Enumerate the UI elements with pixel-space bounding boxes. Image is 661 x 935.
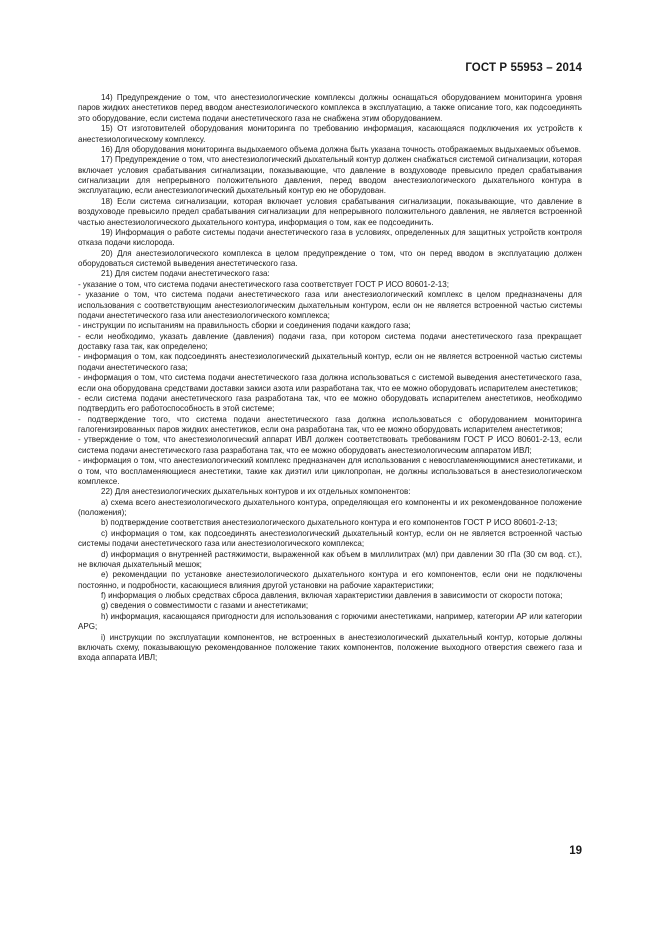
paragraph: 22) Для анестезиологических дыхательных контуров и их отдельных компонентов: bbox=[101, 487, 411, 497]
paragraph: - информация о том, что система подачи анестетического газа должна использоваться с системой выведения анестетического газа, если она оборудована средствами доставки закиси азота или разработана так, что ее можно оборудовать испарителем анестетиков; bbox=[78, 373, 582, 393]
paragraph: 18) Если система сигнализации, которая включает условия срабатывания сигнализации, показывающие, что давление в воздуховоде превысило предел срабатывания сигнализации для непрерывного положительного давления, не является встроенной частью анестезиологического дыхательного контура, информация о том, как ее подсоединить. bbox=[78, 196, 582, 227]
paragraph: f) информация о любых средствах сброса давления, включая характеристики давления в зависимости от скорости потока; bbox=[101, 591, 563, 600]
paragraph: 17) Предупреждение о том, что анестезиологический дыхательный контур должен снабжаться системой сигнализации, которая включает условия срабатывания сигнализации, показывающие, что давление в воздуховоде превысило предел срабатывания сигнализации для непрерывного положительного давления, перед вводом анестезиологического дыхательного контура в эксплуатацию, если анестезиологический дыхательный контур ею не оборудован. bbox=[78, 155, 582, 196]
paragraph: - информация о том, как подсоединять анестезиологический дыхательный контур, если он не является встроенной частью системы подачи анестетического газа; bbox=[78, 352, 582, 372]
document-id-header: ГОСТ Р 55953 – 2014 bbox=[465, 62, 582, 74]
paragraph: - инструкции по испытаниям на правильность сборки и соединения подачи каждого газа; bbox=[78, 321, 411, 331]
paragraph: - подтверждение того, что система подачи анестетического газа должна использоваться с оборудованием мониторинга галогенизированных паров жидких анестетиков, если она разработана так, что ее можно оборудовать испарителем анестетиков; bbox=[78, 414, 582, 434]
paragraph: - указание о том, что система подачи анестетического газа или анестезиологический комплекс в целом предназначены для использования с соответствующим анестезиологическим дыхательным контуром, если он не является встроенной частью системы подачи анестетического газа или анестезиологического комплекса; bbox=[78, 290, 582, 320]
paragraph: g) сведения о совместимости с газами и анестетиками; bbox=[101, 601, 309, 611]
paragraph: i) инструкции по эксплуатации компонентов, не встроенных в анестезиологический дыхательный контур, которые должны включать схему, показывающую рекомендованное положение таких компонентов, положение выходного отверстия свежего газа и входа аппарата ИВЛ; bbox=[78, 632, 582, 663]
paragraph: - информация о том, что анестезиологический комплекс предназначен для использования с невоспламеняющимися анестетиками, и о том, что воспламеняющиеся анестетики, такие как диэтил или циклопропан, не должны использоваться в анестезиологическом комплексе. bbox=[78, 456, 582, 486]
paragraph: d) информация о внутренней растяжимости, выраженной как объем в миллилитрах (мл) при давлении 30 гПа (30 см вод. ст.), не включая дыхательный мешок; bbox=[78, 549, 582, 569]
paragraph: c) информация о том, как подсоединять анестезиологический дыхательный контур, если он не является встроенной частью системы подачи анестетического газа или анестезиологического комплекса; bbox=[78, 528, 582, 549]
paragraph: 21) Для систем подачи анестетического газа: bbox=[101, 269, 270, 279]
paragraph: 14) Предупреждение о том, что анестезиологические комплексы должны оснащаться оборудованием мониторинга уровня паров жидких анестетиков перед вводом анестезиологического комплекса в эксплуатацию, а также описание того, как подсоединять это оборудование, если система подачи анестетического газа не снабжена этим оборудованием. bbox=[78, 93, 582, 123]
paragraph: 19) Информация о работе системы подачи анестетического газа в условиях, определенных для защитных устройств контроля отказа подачи кислорода. bbox=[78, 227, 582, 248]
paragraph: - если система подачи анестетического газа разработана так, что ее можно оборудовать испарителем анестетиков, необходимо подтвердить его работоспособность в этой системе; bbox=[78, 393, 582, 414]
page-number: 19 bbox=[569, 845, 582, 857]
paragraph: - утверждение о том, что анестезиологический аппарат ИВЛ должен соответствовать требованиям ГОСТ Р ИСО 80601-2-13, если система подачи анестетического газа разработана так, что ее можно оборудовать анестезиологическим аппаратом ИВЛ; bbox=[78, 435, 582, 455]
paragraph: 16) Для оборудования мониторинга выдыхаемого объема должна быть указана точность отображаемых выдыхаемых объемов. bbox=[101, 144, 582, 154]
paragraph: h) информация, касающаяся пригодности для использования с горючими анестетиками, например, категории AP или категории APG; bbox=[78, 611, 582, 632]
paragraph: b) подтверждение соответствия анестезиологического дыхательного контура и его компонентов ГОСТ Р ИСО 80601-2-13; bbox=[101, 518, 558, 528]
paragraph: e) рекомендации по установке анестезиологического дыхательного контура и его компонентов, если они не подключены постоянно, и подробности, касающиеся влияния другой установки на рабочие характеристики; bbox=[78, 570, 582, 590]
paragraph: a) схема всего анестезиологического дыхательного контура, определяющая его компоненты и их рекомендованное положение (положения); bbox=[78, 497, 582, 517]
paragraph: - если необходимо, указать давление (давления) подачи газа, при котором система подачи анестетического газа прекращает доставку газа так, как определено; bbox=[78, 331, 582, 351]
paragraph: - указание о том, что система подачи анестетического газа соответствует ГОСТ Р ИСО 80601-2-13; bbox=[78, 279, 449, 289]
body-text bbox=[78, 93, 582, 664]
paragraph: 20) Для анестезиологического комплекса в целом предупреждение о том, что он перед вводом в эксплуатацию должен оборудоваться системой выведения анестетического газа. bbox=[78, 248, 582, 268]
paragraph: 15) От изготовителей оборудования мониторинга по требованию информация, касающаяся подключения их устройств к анестезиологическому комплексу. bbox=[78, 124, 582, 144]
